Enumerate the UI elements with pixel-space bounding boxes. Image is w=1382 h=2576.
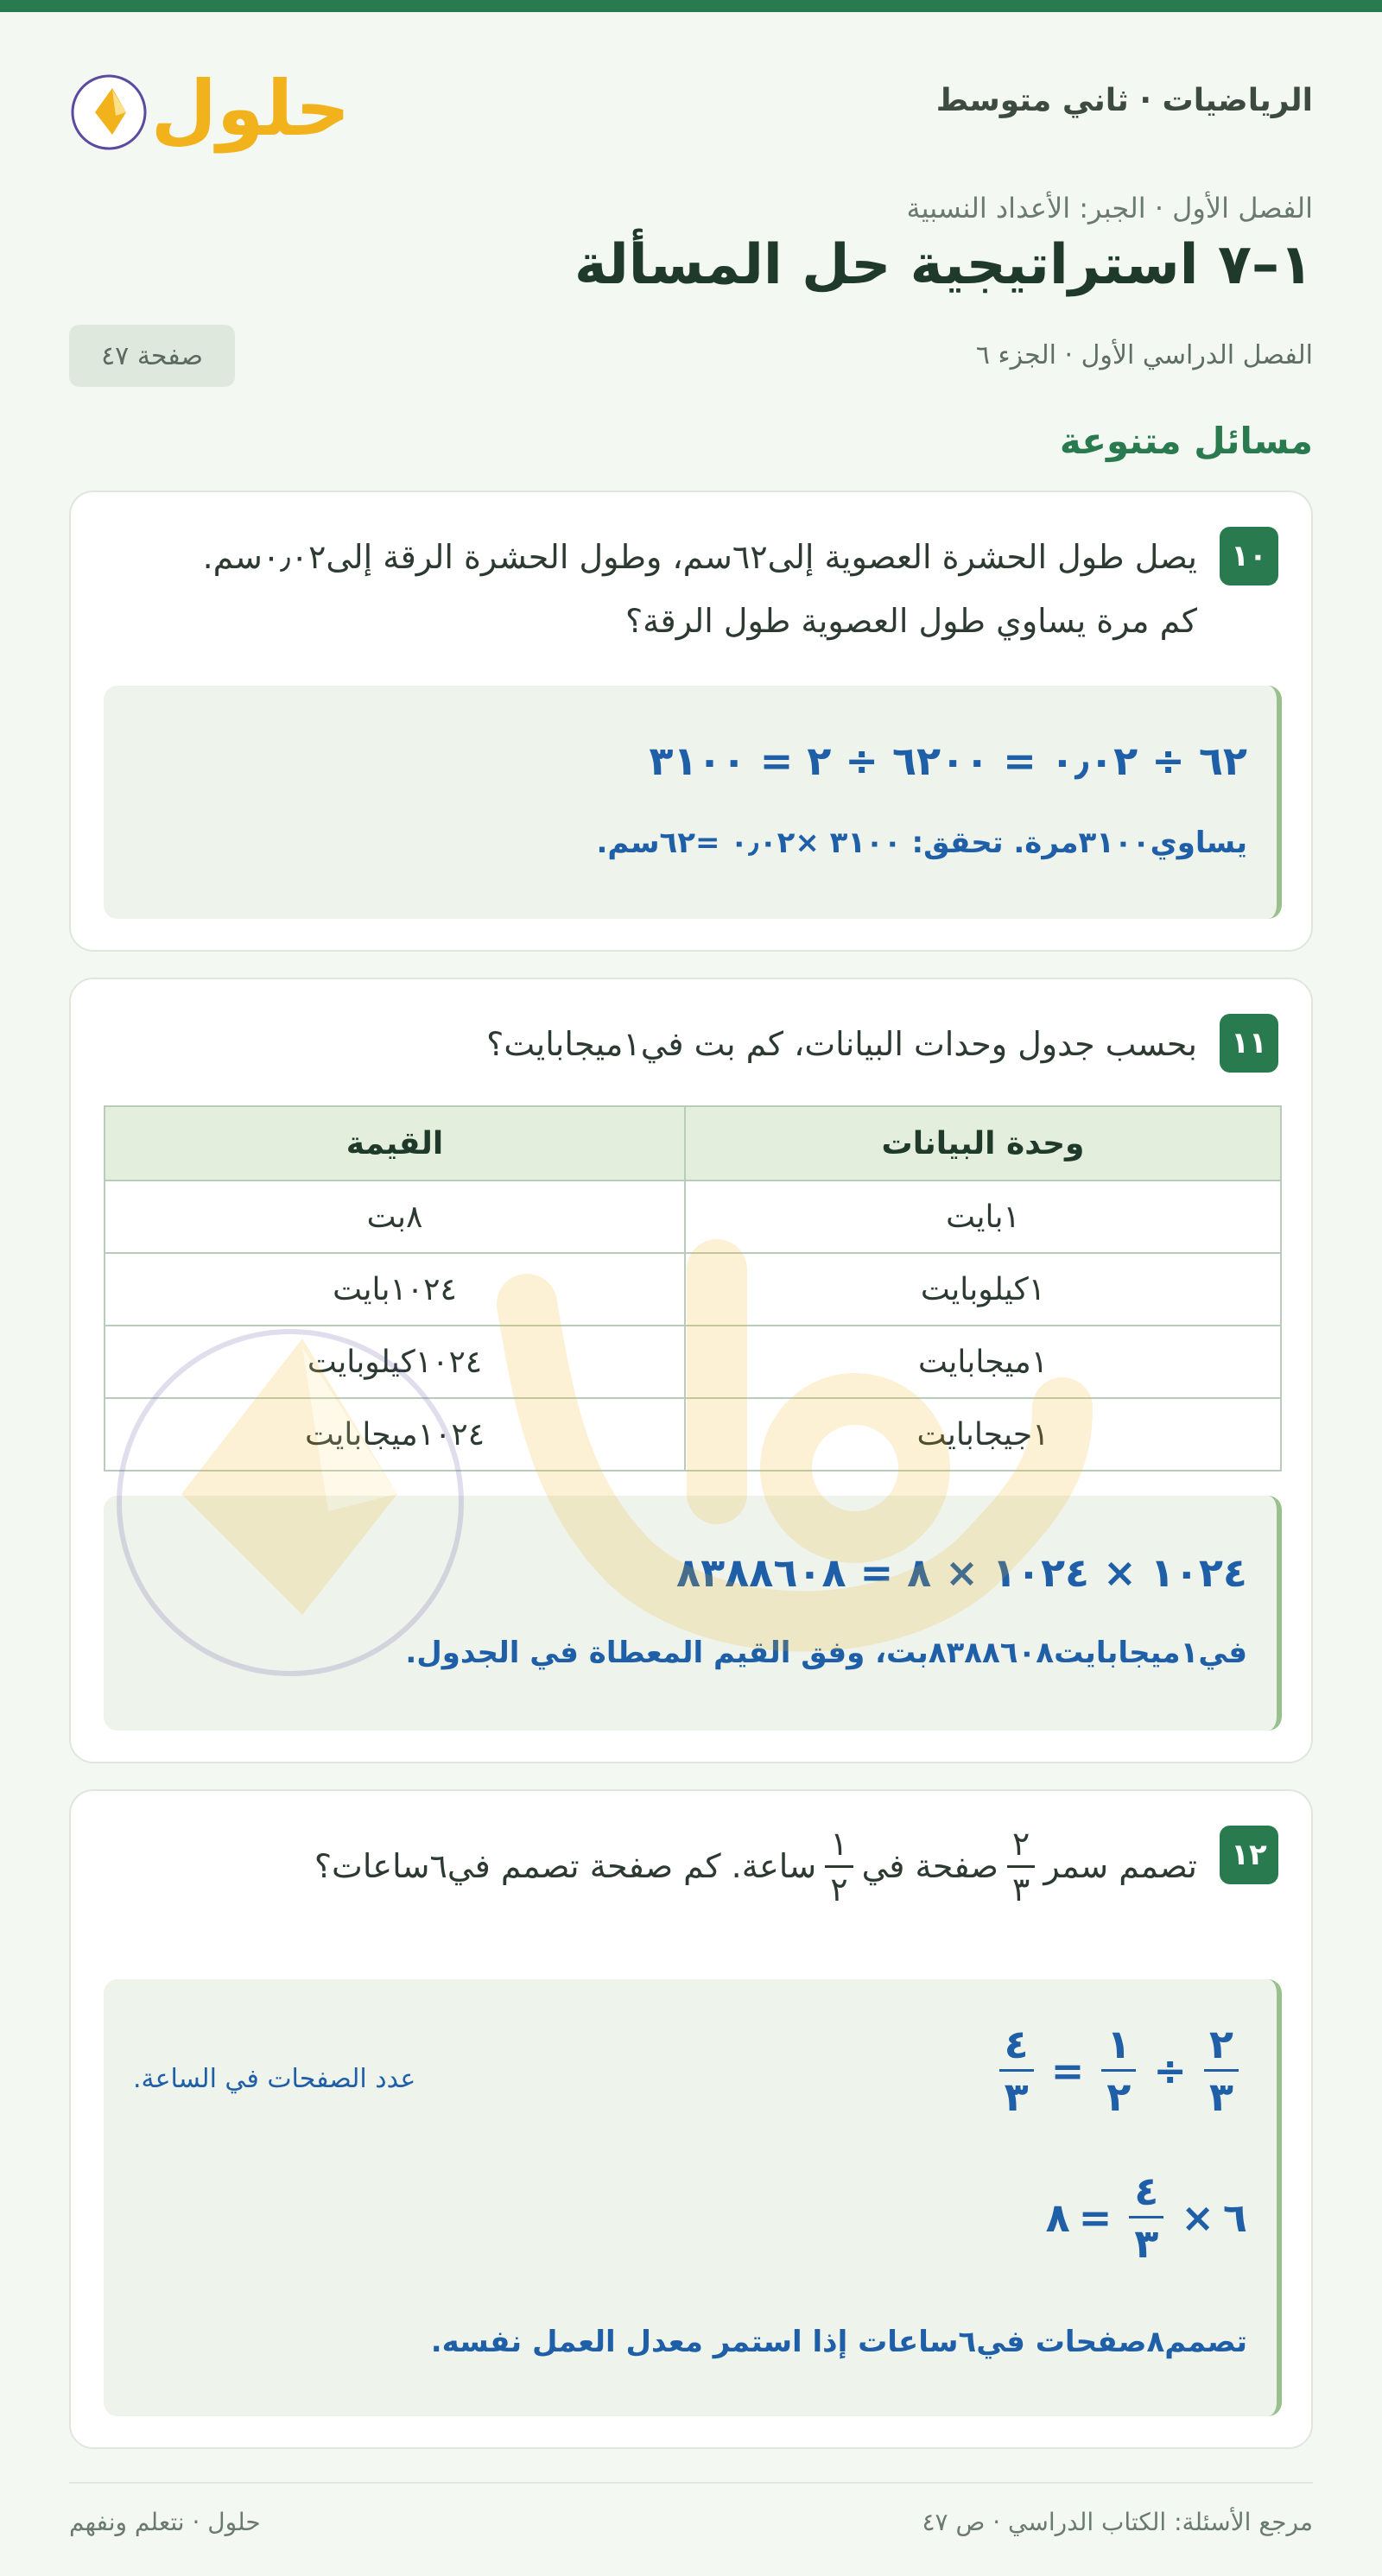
table-row — [105, 1253, 1281, 1326]
column-header-value: القيمة — [105, 1106, 685, 1180]
question-number-badge: ١٢ — [1220, 1826, 1278, 1884]
answer-statement: يساوي٣١٠٠مرة. تحقق: ٣١٠٠ ×٠٫٠٢ =٦٢سم. — [596, 826, 1247, 860]
fraction-one-half: $\frac{١}{٢}$ — [825, 1827, 853, 1906]
answer-equation-1: $\frac{٢}{٣}$ ÷ $\frac{١}{٢}$ = $\frac{٤}{٣}$ — [991, 2024, 1247, 2117]
answer-equation: ٦٢ ÷ ٠٫٠٢ = ٦٢٠٠ ÷ ٢ = ٣١٠٠ — [649, 737, 1247, 784]
table-cell-value: ١٠٢٤كيلوبايت — [105, 1326, 685, 1398]
table-cell-value: ١٠٢٤ميجابايت — [105, 1398, 685, 1471]
question-card-11 — [69, 978, 1313, 1763]
table-row — [105, 1326, 1281, 1398]
answer-box — [104, 1496, 1282, 1731]
question-card-12 — [69, 1789, 1313, 2449]
term-label: الفصل الدراسي الأول · الجزء ٦ — [975, 340, 1313, 370]
question-number-badge: ١١ — [1220, 1014, 1278, 1073]
subject-label: الرياضيات · ثاني متوسط — [935, 83, 1313, 118]
hulul-logo[interactable] — [69, 55, 351, 155]
table-cell-value: ١٠٢٤بايت — [105, 1253, 685, 1326]
question-text-end: ساعة. كم صفحة تصمم في٦ساعات؟ — [314, 1846, 817, 1885]
fraction-two-thirds: $\frac{٢}{٣}$ — [1007, 1827, 1035, 1906]
page-header — [69, 55, 1313, 155]
footer-divider — [69, 2482, 1313, 2484]
question-text-line-1: يصل طول الحشرة العصوية إلى٦٢سم، وطول الحشرة الرقة إلى٠٫٠٢سم. — [202, 538, 1197, 576]
answer-note: عدد الصفحات في الساعة. — [133, 2064, 416, 2094]
question-text-mid: صفحة في — [861, 1846, 998, 1885]
table-cell-unit: ١ميجابايت — [685, 1326, 1281, 1398]
column-header-unit: وحدة البيانات — [685, 1106, 1281, 1180]
table-row — [105, 1180, 1281, 1253]
question-text-line-2: كم مرة يساوي طول العصوية طول الرقة؟ — [624, 602, 1197, 640]
question-card-10 — [69, 491, 1313, 952]
footer-reference: مرجع الأسئلة: الكتاب الدراسي · ص ٤٧ — [922, 2508, 1313, 2536]
table-cell-unit: ١جيجابايت — [685, 1398, 1281, 1471]
footer-brand[interactable]: حلول · نتعلم ونفهم — [69, 2508, 261, 2536]
question-text: بحسب جدول وحدات البيانات، كم بت في١ميجابايت؟ — [486, 1025, 1197, 1063]
question-text — [314, 1827, 1197, 1906]
question-number-badge: ١٠ — [1220, 527, 1278, 585]
table-header-row — [105, 1106, 1281, 1180]
table-cell-unit: ١بايت — [685, 1180, 1281, 1253]
answer-equation-2: ٦ × $\frac{٤}{٣}$ = ٨ — [1045, 2168, 1247, 2267]
logo-wordmark: حلول — [150, 64, 351, 153]
table-cell-value: ٨بت — [105, 1180, 685, 1253]
answer-box — [104, 686, 1282, 919]
top-accent-bar — [0, 0, 1382, 12]
table-cell-unit: ١كيلوبايت — [685, 1253, 1281, 1326]
answer-statement: في١ميجابايت٨٣٨٨٦٠٨بت، وفق القيم المعطاة في الجدول. — [405, 1636, 1247, 1670]
data-units-table — [104, 1105, 1282, 1472]
lesson-title: ١–٧ استراتيجية حل المسألة — [574, 233, 1313, 297]
question-text-start: تصمم سمر — [1043, 1846, 1197, 1885]
answer-equation: ١٠٢٤ × ١٠٢٤ × ٨ = ٨٣٨٨٦٠٨ — [676, 1549, 1247, 1596]
section-title: مسائل متنوعة — [1059, 420, 1313, 462]
page-number-badge: صفحة ٤٧ — [69, 325, 235, 387]
answer-box — [104, 1979, 1282, 2416]
table-row — [105, 1398, 1281, 1471]
breadcrumb: الفصل الأول · الجبر: الأعداد النسبية — [906, 192, 1313, 225]
answer-statement: تصمم٨صفحات في٦ساعات إذا استمر معدل العمل نفسه. — [430, 2325, 1247, 2359]
